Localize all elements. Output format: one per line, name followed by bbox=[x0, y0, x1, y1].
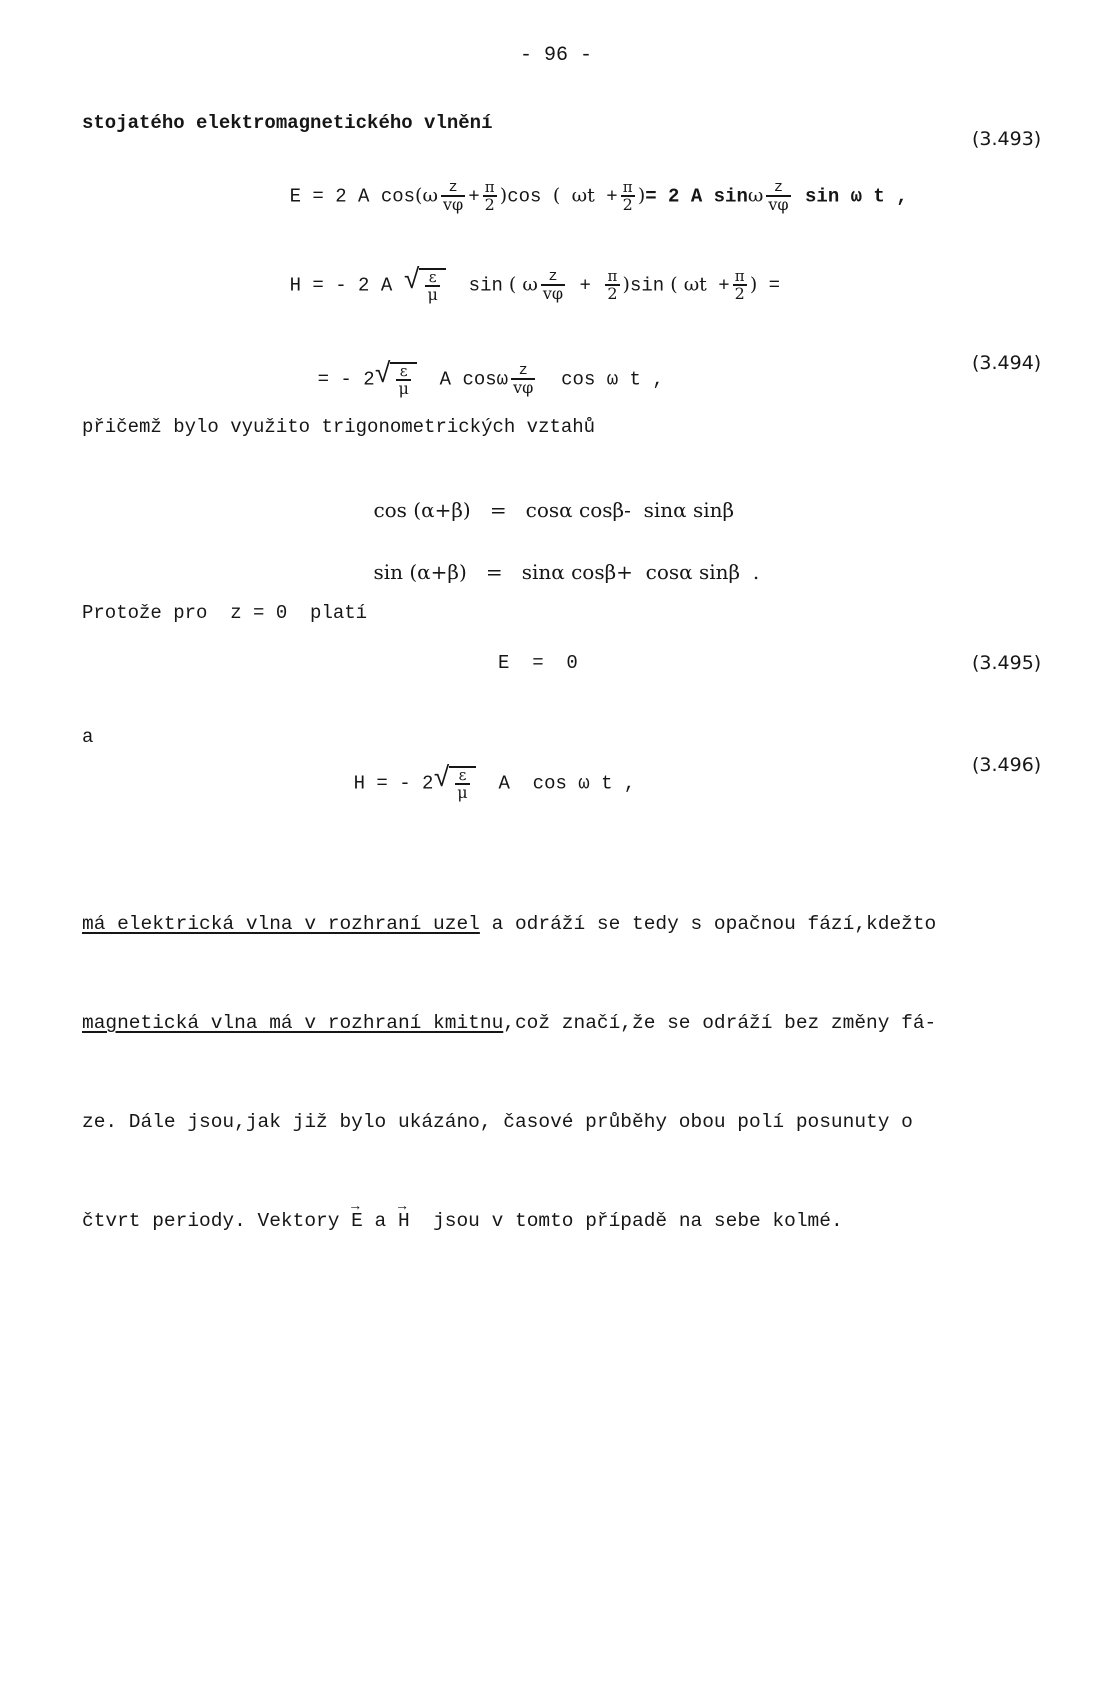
eq-496-sqrt: √ $\frac{\varepsilon}{\mu}$ bbox=[433, 766, 475, 801]
eq-493-omega-2: ω bbox=[747, 184, 764, 207]
protoze-line: Protože pro z = 0 platí bbox=[82, 602, 368, 624]
eq-h1-lhs: H = - 2 A bbox=[289, 274, 393, 297]
equation-number-3-493: (3.493) bbox=[972, 128, 1042, 150]
eq-h1-sqrt: √ $\frac{\varepsilon}{\mu}$ bbox=[404, 268, 446, 303]
eq-493-sin-wt: sin ω t , bbox=[805, 185, 908, 208]
equation-h-line1: H = - 2 A √ $\frac{\varepsilon}{\mu}$ sin ( ω $\frac{z}{v\varphi}$ + $\frac{\pi}{2}$ )sin ( ωt + $\frac{\pi}{2}$ ) = bbox=[289, 266, 781, 304]
page-number: - 96 - bbox=[520, 44, 593, 67]
eq-494-cos-wt: cos ω t , bbox=[561, 368, 664, 391]
equation-number-3-496: (3.496) bbox=[972, 754, 1042, 776]
eq-493-plus: + bbox=[468, 185, 480, 208]
eq-493-frac-pi-2: $\frac{\pi}{2}$ bbox=[622, 178, 633, 214]
eq-h1-sin: sin bbox=[468, 274, 503, 297]
equation-number-3-494: (3.494) bbox=[972, 352, 1042, 374]
paragraph-line-2: magnetická vlna má v rozhraní kmitnu,což značí,že se odráží bez změny fá- bbox=[82, 1012, 937, 1034]
eq-494-sqrt: √ $\frac{\varepsilon}{\mu}$ bbox=[375, 362, 417, 397]
eq-493-cos: cos bbox=[507, 185, 542, 208]
trig-identity-cos: cos (α+β) = cosα cosβ- sinα sinβ bbox=[373, 498, 735, 522]
equation-3-495: E = 0 bbox=[498, 652, 578, 674]
eq-493-frac-z-2: $\frac{z}{v\varphi}$ bbox=[768, 179, 789, 214]
eq-h1-frac-pi-2: $\frac{\pi}{2}$ bbox=[734, 267, 745, 303]
trig-identity-sin: sin (α+β) = sinα cosβ+ cosα sinβ . bbox=[373, 560, 760, 584]
eq-496-rhs: A cos ω t , bbox=[498, 772, 636, 795]
vector-h-symbol: → H bbox=[398, 1205, 410, 1238]
conjunction-a: a bbox=[82, 726, 94, 748]
paragraph-line-3: ze. Dále jsou,jak již bylo ukázáno, časové průběhy obou polí posunuty o bbox=[82, 1111, 913, 1133]
paragraph-line-4: čtvrt periody. Vektory → E a → H jsou v tomto případě na sebe kolmé. bbox=[82, 1205, 936, 1238]
eq-h1-frac-pi-1: $\frac{\pi}{2}$ bbox=[607, 267, 618, 303]
trig-intro: přičemž bylo využito trigonometrických vztahů bbox=[82, 416, 596, 438]
eq-493-frac-pi-1: $\frac{\pi}{2}$ bbox=[484, 178, 495, 214]
equation-3-496 bbox=[308, 744, 635, 823]
eq-496-lhs: H = - 2 bbox=[353, 772, 434, 795]
equation-3-493: E = 2 A cos(ω $\frac{z}{v\varphi}$ + $\frac{\pi}{2}$ )cos ( ωt + $\frac{\pi}{2}$ )= 2 A sinω $\frac{z}{v\varphi}$ sin ω t , bbox=[289, 178, 908, 214]
eq-493-wt: ωt bbox=[571, 184, 595, 207]
eq-493-mid: = 2 A sin bbox=[645, 185, 748, 208]
intro-heading: stojatého elektromagnetického vlnění bbox=[82, 112, 493, 134]
equation-number-3-495: (3.495) bbox=[972, 652, 1042, 674]
eq-493-frac-z-1: $\frac{z}{v\varphi}$ bbox=[442, 179, 464, 214]
eq-493-lhs: E = 2 A cos bbox=[289, 185, 416, 208]
eq-494-a-cos: A cosω bbox=[439, 368, 509, 391]
eq-493-omega-1: ω bbox=[422, 184, 438, 207]
eq-494-frac-z: $\frac{z}{v\varphi}$ bbox=[513, 362, 534, 397]
vector-e-symbol: → E bbox=[351, 1205, 363, 1238]
eq-494-lhs: = - 2 bbox=[317, 368, 375, 391]
eq-h1-frac-z: $\frac{z}{v\varphi}$ bbox=[542, 268, 564, 303]
paragraph-line-1: má elektrická vlna v rozhraní uzel a odráží se tedy s opačnou fází,kdežto bbox=[82, 913, 937, 935]
paragraph bbox=[82, 842, 936, 1304]
equation-3-494 bbox=[272, 340, 664, 419]
